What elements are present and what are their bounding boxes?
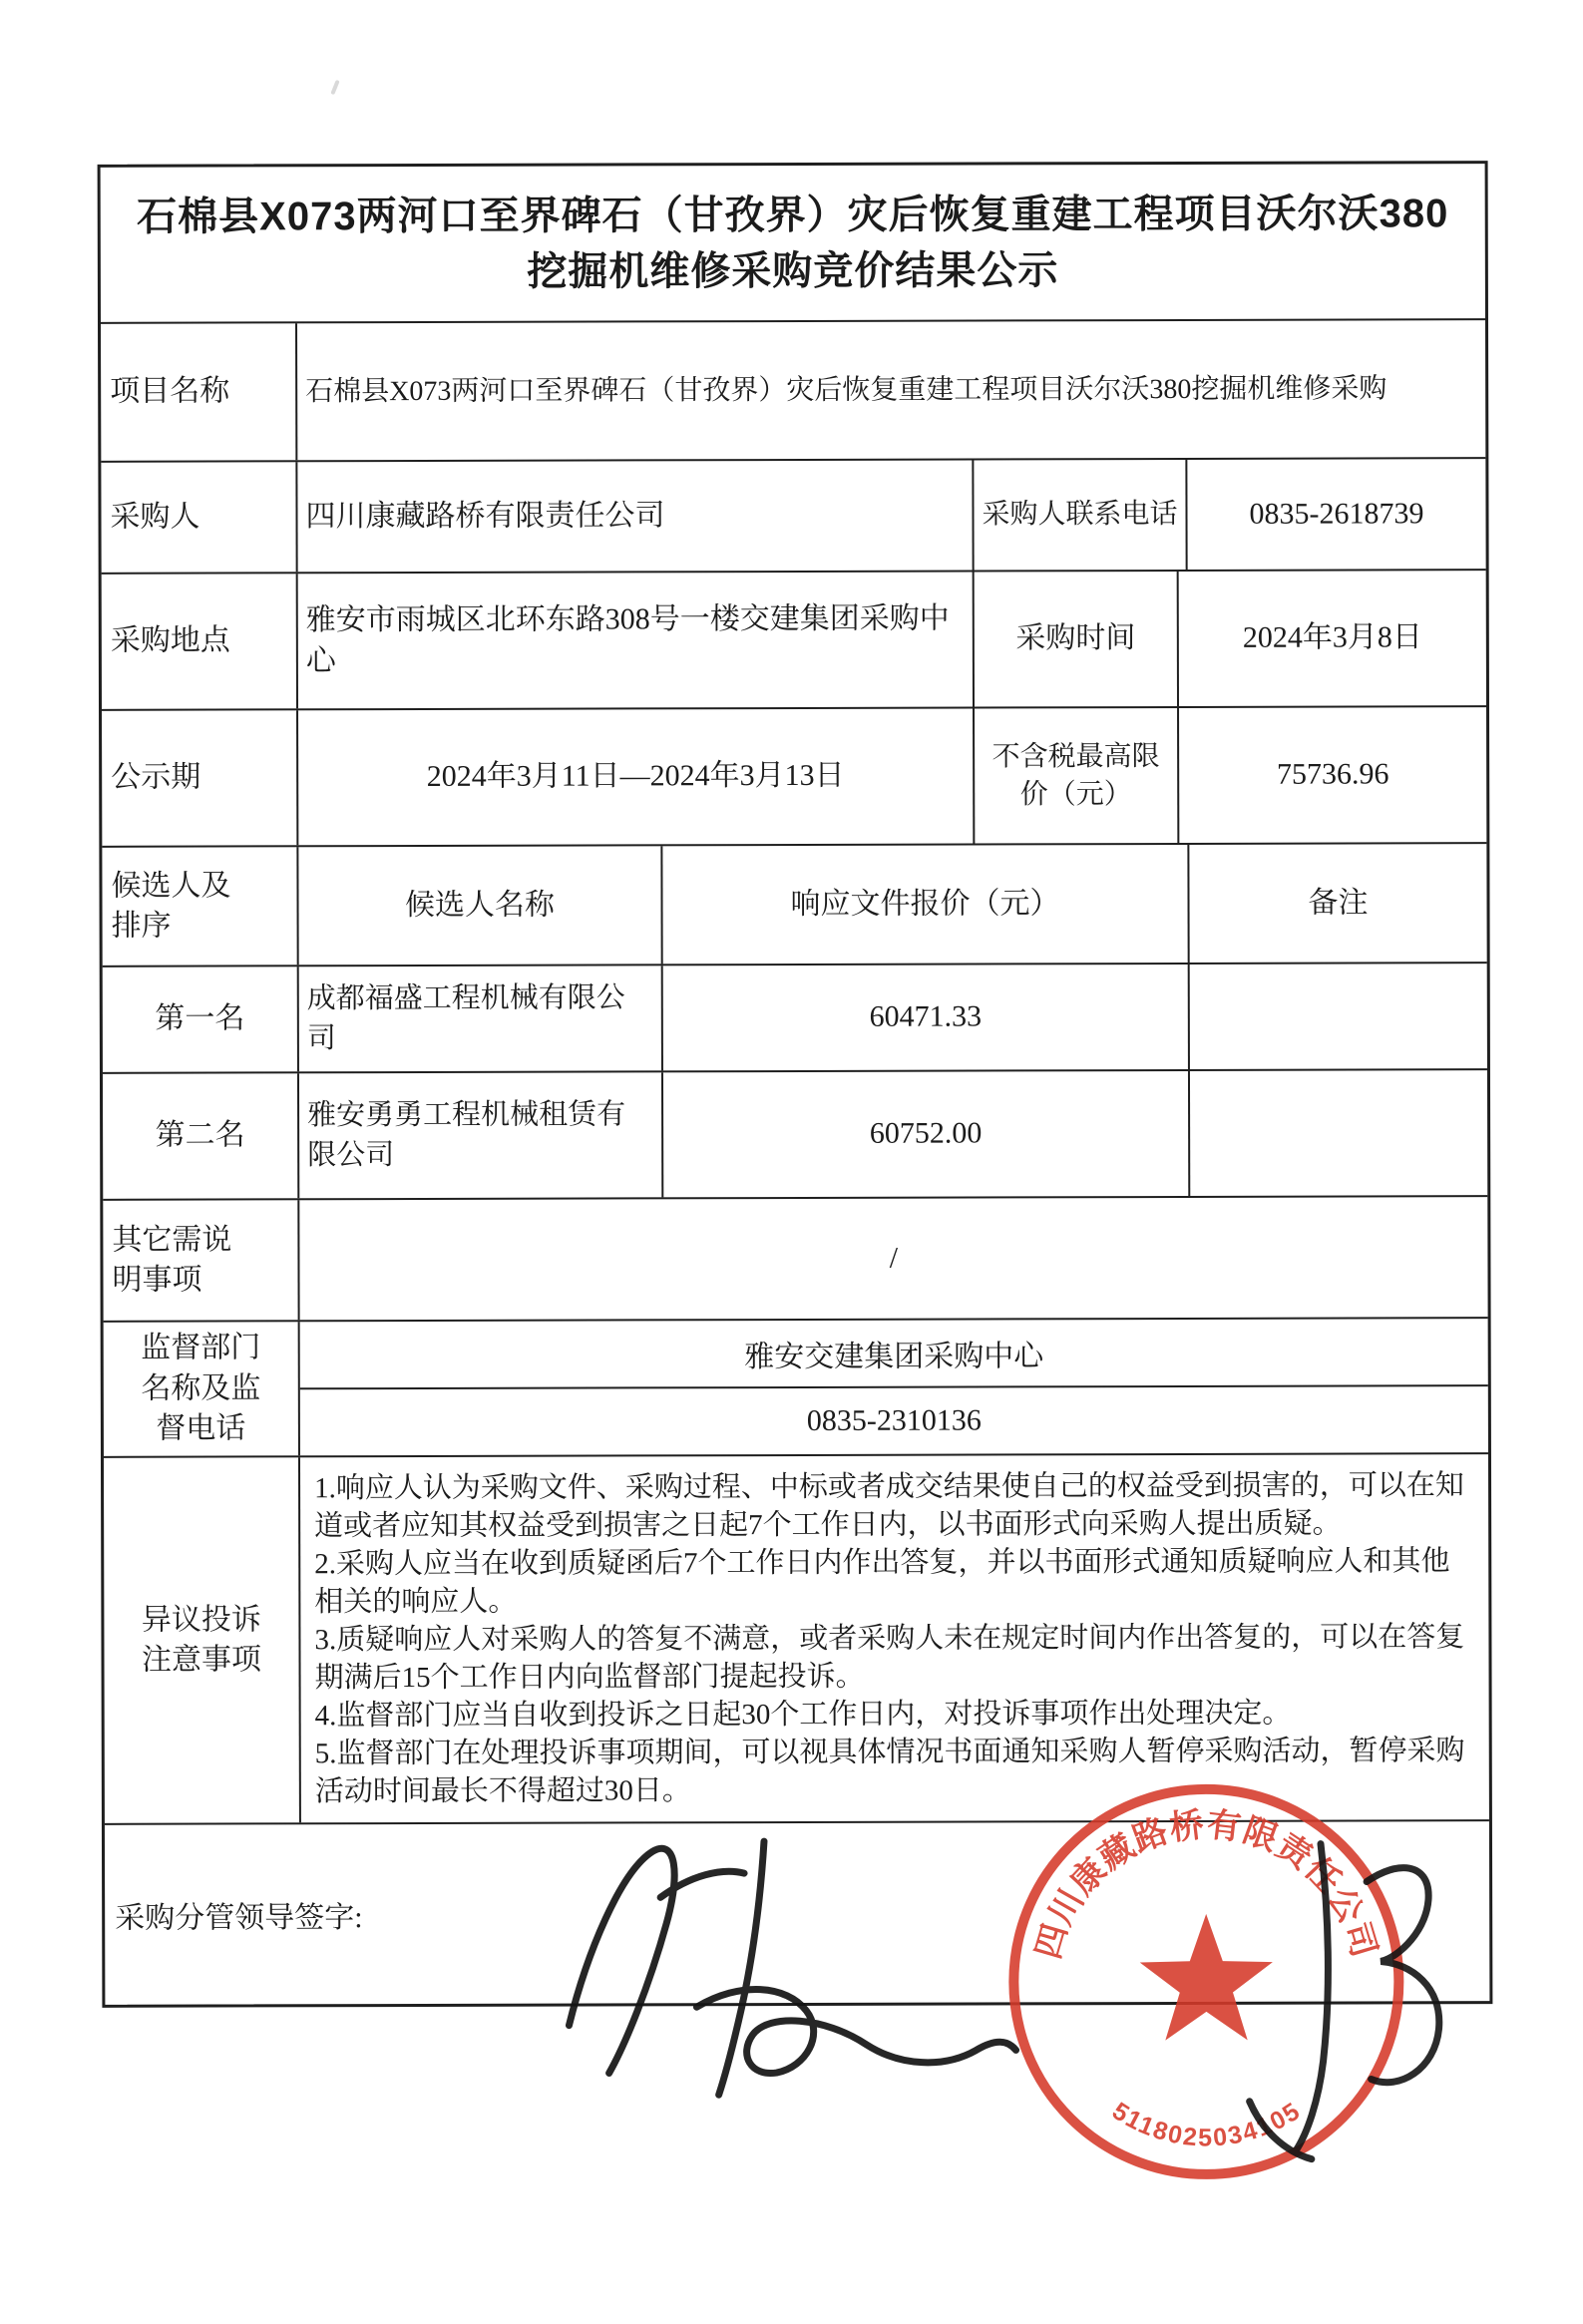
row-location — [102, 571, 1486, 711]
row-other-notes — [103, 1197, 1487, 1323]
supervision-values — [300, 1319, 1488, 1455]
supervision-phone: 0835-2310136 — [806, 1403, 982, 1437]
row-complaint-notes — [104, 1454, 1489, 1825]
signature-and-stamp-overlay — [102, 1761, 1487, 2324]
svg-text:5118025034105 — [1107, 2097, 1307, 2152]
candidate-2-remark — [1190, 1070, 1487, 1196]
row-supervision — [104, 1319, 1488, 1458]
supervision-label: 监督部门名称及监督电话 — [104, 1322, 300, 1456]
candidate-2-rank: 第二名 — [103, 1073, 299, 1199]
publicity-value: 2024年3月11日—2024年3月13日 — [298, 709, 975, 846]
other-notes-value: / — [889, 1241, 899, 1275]
complaint-item-4: 4.监督部门应当自收到投诉之日起30个工作日内，对投诉事项作出处理决定。 — [314, 1697, 1292, 1733]
location-value: 雅安市雨城区北环东路308号一楼交建集团采购中心 — [298, 573, 975, 709]
candidates-quote-header: 响应文件报价（元） — [662, 845, 1189, 964]
publicity-label: 公示期 — [102, 710, 298, 846]
complaint-item-2: 2.采购人应当在收到质疑函后7个工作日内作出答复，并以书面形式通知质疑响应人和其他相关的响应人。 — [314, 1545, 1450, 1619]
scan-artifact-mark — [330, 80, 339, 95]
row-candidates-header — [102, 844, 1486, 968]
supervision-dept: 雅安交建集团采购中心 — [300, 1319, 1488, 1389]
purchase-time-label: 采购时间 — [975, 572, 1179, 707]
candidates-remark-header: 备注 — [1308, 886, 1369, 920]
document-title-line1: 石棉县X073两河口至界碑石（甘孜界）灾后恢复重建工程项目沃尔沃380 — [137, 191, 1449, 239]
complaint-item-3: 3.质疑响应人对采购人的答复不满意，或者采购人未在规定时间内作出答复的，可以在答复期满后15个工作日内向监督部门提起投诉。 — [314, 1621, 1465, 1695]
candidate-1-rank: 第一名 — [103, 967, 299, 1072]
stamp-signature-scribble — [1249, 1843, 1439, 2158]
complaint-item-5: 5.监督部门在处理投诉事项期间，可以视具体情况书面通知采购人暂停采购活动，暂停采购活动时间最长不得超过30日。 — [314, 1735, 1465, 1808]
stamp-number-text: 5118025034105 — [1106, 2096, 1307, 2152]
candidates-rank-header: 候选人及排序 — [102, 847, 298, 966]
row-purchaser — [101, 459, 1485, 575]
purchaser-label: 采购人 — [101, 462, 297, 573]
price-limit-value: 75736.96 — [1276, 757, 1389, 791]
candidate-2-name: 雅安勇勇工程机械租赁有限公司 — [299, 1072, 663, 1198]
purchaser-value: 四川康藏路桥有限责任公司 — [297, 461, 974, 573]
candidate-1-quote: 60471.33 — [663, 965, 1190, 1070]
purchaser-contact-value: 0835-2618739 — [1249, 497, 1424, 531]
location-label: 采购地点 — [102, 574, 298, 709]
stamp-star-icon — [1140, 1914, 1274, 2041]
svg-text:四川康藏路桥有限责任公司 — [1028, 1805, 1384, 1963]
row-project-name — [101, 320, 1485, 463]
purchase-time-value: 2024年3月8日 — [1242, 620, 1422, 655]
stamp-company-text: 四川康藏路桥有限责任公司 — [1028, 1805, 1384, 1964]
candidate-row-1 — [103, 964, 1487, 1074]
candidate-2-quote: 60752.00 — [663, 1071, 1190, 1197]
announcement-table — [98, 161, 1493, 2152]
document-title — [101, 164, 1485, 324]
candidate-1-remark — [1190, 964, 1487, 1069]
project-name-value: 石棉县X073两河口至界碑石（甘孜界）灾后恢复重建工程项目沃尔沃380挖掘机维修采购 — [305, 373, 1387, 407]
complaint-text — [300, 1454, 1489, 1822]
official-stamp — [1013, 1788, 1399, 2174]
signature-label: 采购分管领导签字: — [115, 1901, 363, 1935]
project-name-label: 项目名称 — [101, 323, 297, 461]
candidate-row-2 — [103, 1070, 1487, 1201]
row-signature — [105, 1805, 1489, 2152]
price-limit-label: 不含税最高限价（元） — [975, 708, 1179, 844]
complaint-label: 异议投诉注意事项 — [104, 1457, 301, 1823]
document-title-line2: 挖掘机维修采购竞价结果公示 — [527, 247, 1059, 294]
candidate-1-name: 成都福盛工程机械有限公司 — [299, 966, 663, 1071]
stamp-ring — [1013, 1788, 1399, 2174]
complaint-item-1: 1.响应人认为采购文件、采购过程、中标或者成交结果使自己的权益受到损害的，可以在知道或者应知其权益受到损害之日起7个工作日内，以书面形式向采购人提出质疑。 — [314, 1469, 1464, 1543]
row-publicity-period — [102, 707, 1486, 848]
handwritten-signature — [569, 1840, 1016, 2095]
purchaser-contact-label: 采购人联系电话 — [974, 460, 1187, 571]
other-notes-label: 其它需说明事项 — [103, 1200, 299, 1321]
candidates-name-header: 候选人名称 — [298, 846, 662, 965]
